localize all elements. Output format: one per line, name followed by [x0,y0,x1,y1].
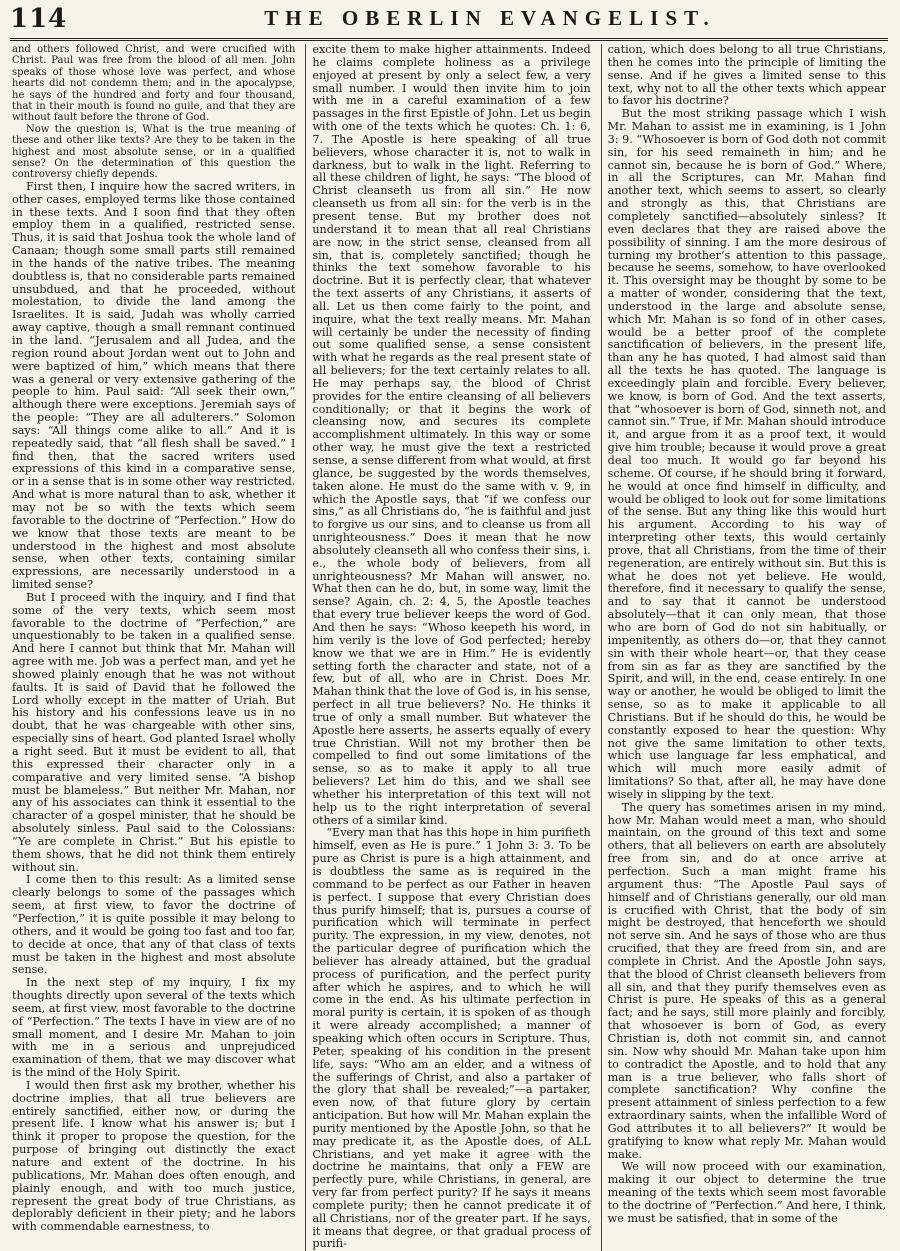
paragraph: First then, I inquire how the sacred writers, in other cases, employed terms like those contained in these texts. And I soon find that they often employ them in a qualified, restricted sense. Thus, it is said that Joshua took the whole land of Canaan; though some small parts still remained in the hands of the native tribes. The meaning doubtless is, that no considerable parts remained unsubdued, and that he proceeded, without molestation, to divide the land among the Israelites. It is said, Judah was wholly carried away captive, though a small remnant continued in the land. “Jerusalem and all Judea, and the region round about Jordan went out to John and were baptized of him,” which means that there was a general or very extensive gathering of the people to him. Paul said: “All seek their own,” although there were exceptions. Jeremiah says of the people: “They are all adulterers.” Solomon says: “All things come alike to all.” And it is repeatedly said, that “all flesh shall be saved.” I find then, that the sacred writers used expressions of this kind in a comparative sense, or in a sense that is in some other way restricted. And what is more natural than to ask, whether it may not be so with the texts which seem favorable to the doctrine of “Perfection.” How do we know that those texts are meant to be understood in the highest and most absolute sense, when other texts, containing similar expressions, are necessarily understood in a limited sense? [12,179,296,592]
header-rule [10,38,888,41]
paragraph: I would then first ask my brother, whether his doctrine implies, that all true believers are entirely sanctified, either now, or during the present life. I know what his answer is; but I think it proper to propose the question, for the purpose of bringing out distinctly the exact nature and extent of the doctrine. In his publications, Mr. Mahan does often enough, and plainly enough, and with too much justice, represent the great body of true Christians, as deplorably deficient in their piety; and he labors with commendable earnestness, to [12,1078,296,1234]
paragraph: cation, which does belong to all true Christians, then he comes into the principle of limiting the sense. And if he gives a limited sense to this text, why not to all the other texts which appear to favor his doctrine? [607,43,886,108]
article-columns [10,43,888,1251]
paragraph: But I proceed with the inquiry, and I find that some of the very texts, which seem most favorable to the doctrine of “Perfection,” are unquestionably to be taken in a qualified sense. And here I cannot but think that Mr. Mahan will agree with me. Job was a perfect man, and yet he showed plainly enough that he was not without faults. It is said of David that he followed the Lord wholly except in the matter of Uriah. But his history and his confessions leave us in no doubt, that he was chargeable with other sins, especially sins of heart. God planted Israel wholly a right seed. But it must be evident to all, that this expressed their character only in a comparative and very limited sense. “A bishop must be blameless.” But neither Mr. Mahan, nor any of his associates can think it essential to the character of a gospel minister, that he should be absolutely sinless. Paul said to the Colossians: “Ye are complete in Christ.” But his epistle to them shows, that he did not think them entirely without sin. [12,590,296,874]
column-3 [601,44,888,1251]
paragraph: and others followed Christ, and were crucified with Christ. Paul was free from the blood of all men. John speaks of those whose love was perfect, and whose hearts did not condemn them; and in the apocalypse, he says of the hundred and forty and four thousand, that in their mouth is found no guile, and that they are without fault before the throne of God. [12,44,296,124]
paragraph: Now the question is, What is the true meaning of these and other like texts? Are they to be taken in the highest and most absolute sense, or in a qualified sense? On the determination of this question the controversy chiefly depends. [12,123,296,181]
paragraph: I come then to this result: As a limited sense clearly belongs to some of the passages which seem, at first view, to favor the doctrine of “Perfection,” it is quite possible it may belong to others, and it would be going too fast and too far, to decide at once, that any of that class of texts must be taken in the highest and most absolute sense. [12,873,296,977]
paragraph: excite them to make higher attainments. Indeed he claims complete holiness as a privilege enjoyed at present by only a select few, a very small number. I would then invite him to join with me in a careful examination of a few passages in the first Epistle of John. Let us begin with one of the texts which he quotes: Ch. 1: 6, 7. The Apostle is here speaking of all true believers, whose character it is, not to walk in darkness, but to walk in the light. Referring to all these children of light, he says: “The blood of Christ cleanseth us from all sin.” He now cleanseth us from all sin: for the verb is in the present tense. But my brother does not understand it to mean that all real Christians are now, in the strict sense, cleansed from all sin, that is, completely sanctified; though he thinks the text somehow favorable to his doctrine. But it is perfectly clear, that whatever the text asserts of any Christians, it asserts of all. Let us then come fairly to the point, and inquire, what the text really means. Mr. Mahan will certainly be under the necessity of finding out some qualified sense, a sense consistent with what he regards as the real present state of all believers; for the text certainly relates to all. He may perhaps say, the blood of Christ provides for the entire cleansing of all believers conditionally; or that it begins the work of cleansing now, and secures its complete accomplishment ultimately. In this way or some other way, he must give the text a restricted sense, a sense different from what would, at first glance, be suggested by the words themselves, taken alone. He must do the same with v. 9, in which the Apostle says, that “if we confess our sins,” as all Christians do, “he is faithful and just to forgive us our sins, and to cleanse us from all unrighteousness.” Does it mean that he now absolutely cleanseth all who confess their sins, i. e., the whole body of believers, from all unrighteousness? Mr Mahan will answer, no. What then can he do, but, in some way, limit the sense? Again, ch. 2: 4, 5, the Apostle teaches that every true believer keeps the word of God. And then he says: “Whoso keepeth his word, in him verily is the love of God perfected; hereby know we that we are in Him.” He is evidently setting forth the character and state, not of a few, but of all, who are in Christ. Does Mr. Mahan think that the love of God is, in his sense, perfect in all true believers? No. He thinks it true of only a small number. But whatever the Apostle here asserts, he asserts equally of every true Christian. Will not my brother then be compelled to find out some limitations of the sense, so as to make it apply to all true believers? Let him do this, and we shall see whether his interpretation of this text will not help us to the right interpretation of several others of a similar kind. [312,43,591,827]
paragraph: “Every man that has this hope in him purifieth himself, even as He is pure.” 1 John 3: 3. To be pure as Christ is pure is a high attainment, and is doubtless the same as is required in the command to be perfect as our Father in heaven is perfect. I suppose that every Christian does thus purify himself; that is, pursues a course of purification which will terminate in perfect purity. The expression, in my view, denotes, not the particular degree of purification which the believer has already attained, but the gradual process of purification, and the perfect purity after which he aspires, and to which he will come in the end. As his ultimate perfection in moral purity is certain, it is spoken of as though it were already accomplished; a manner of speaking which often occurs in Scripture. Thus, Peter, speaking of his condition in the present life, says: “Who am an elder, and a witness of the sufferings of Christ, and also a partaker of the glory that shall be revealed;”—a partaker, even now, of that future glory by certain anticipation. But how will Mr. Mahan explain the purity mentioned by the Apostle John, so that he may predicate it, as the Apostle does, of ALL Christians, and yet make it agree with the doctrine he maintains, that only a FEW are perfectly pure, while Christians, in general, are very far from perfect purity? If he says it means complete purity; then he cannot predicate it of all Christians, nor of the greater part. If he says, it means that degree, or that gradual process of purifi- [312,826,591,1251]
column-1 [10,44,297,1251]
paragraph: But the most striking passage which I wish Mr. Mahan to assist me in examining, is 1 John 3: 9. “Whosoever is born of God doth not commit sin, for his seed remaineth in him; and he cannot sin, because he is born of God.” Where, in all the Scriptures, can Mr. Mahan find another text, which seems to assert, so clearly and strongly as this, that Christians are completely sanctified—absolutely sinless? It even declares that they are raised above the possibility of sinning. I am the more desirous of turning my brother’s attention to this passage, because he seems, somehow, to have overlooked it. This oversight may be thought by some to be a matter of wonder, considering that the text, understood in the large and absolute sense, which Mr. Mahan is so fond of in other cases, would be a better proof of the complete sanctification of believers, in the present life, than any he has quoted, I had almost said than all the texts he has quoted. The language is exceedingly plain and forcible. Every believer, we know, is born of God. And the text asserts, that “whosoever is born of God, sinneth not, and cannot sin.” True, if Mr. Mahan should introduce it, and argue from it as a proof text, it would give him trouble; because it would prove a great deal too much. It would go far beyond his scheme. Of course, if he should bring it forward, he would at once find himself in difficulty, and would be obliged to look out for some limitations of the sense. But any thing like this would hurt his argument. According to his way of interpreting other texts, this would certainly prove, that all Christians, from the time of their regeneration, are entirely without sin. But this is what he does not yet believe. He would, therefore, find it necessary to qualify the sense, and to say that it cannot be understood absolutely—that it can only mean, that those who are born of God do not sin habitually, or impenitently, as others do—or, that they cannot sin with their whole heart—or, that they cease from sin as far as they are sanctified by the Spirit, and will, in the end, cease entirely. In one way or another, he would be obliged to limit the sense, so as to make it applicable to all Christians. But if he should do this, he would be constantly exposed to hear the question: Why not give the same limitation to other texts, which use language far less emphatical, and which will much more easily admit of limitations? So that, after all, he may have done wisely in slipping by the text. [607,107,886,801]
column-2 [305,44,592,1251]
page-number: 114 [10,4,68,34]
newspaper-title: THE OBERLIN EVANGELIST. [264,6,716,30]
paragraph: In the next step of my inquiry, I fix my thoughts directly upon several of the texts which seem, at first view, most favorable to the doctrine of “Perfection.” The texts I have in view are of no small moment, and I desire Mr. Mahan to join with me in a serious and unprejudiced examination of them, that we may discover what is the mind of the Holy Spirit. [12,976,296,1080]
paragraph: The query has sometimes arisen in my mind, how Mr. Mahan would meet a man, who should maintain, on the ground of this text and some others, that all believers on earth are absolutely free from sin, and do at once arrive at perfection. Such a man might frame his argument thus: “The Apostle Paul says of himself and of Christians generally, our old man is crucified with Christ, that the body of sin might be destroyed, that henceforth we should not serve sin. And he says of those who are thus crucified, that they are freed from sin, and are complete in Christ. And the Apostle John says, that the blood of Christ cleanseth believers from all sin, and that they purify themselves even as Christ is pure. He speaks of this as a general fact; and he says, still more plainly and forcibly, that whosoever is born of God, as every Christian is, doth not commit sin, and cannot sin. Now why should Mr. Mahan take upon him to contradict the Apostle, and to hold that any man is a true believer, who falls short of complete sanctification? Why confine the present attainment of sinless perfection to a few extraordinary saints, when the infallible Word of God attributes it to all believers?” It would be gratifying to know what reply Mr. Mahan would make. [607,800,886,1161]
masthead [0,0,900,40]
paragraph: We will now proceed with our examination, making it our object to determine the true meaning of the texts which seem most favorable to the doctrine of “Perfection.” And here, I think, we must be satisfied, that in some of the [607,1160,887,1225]
